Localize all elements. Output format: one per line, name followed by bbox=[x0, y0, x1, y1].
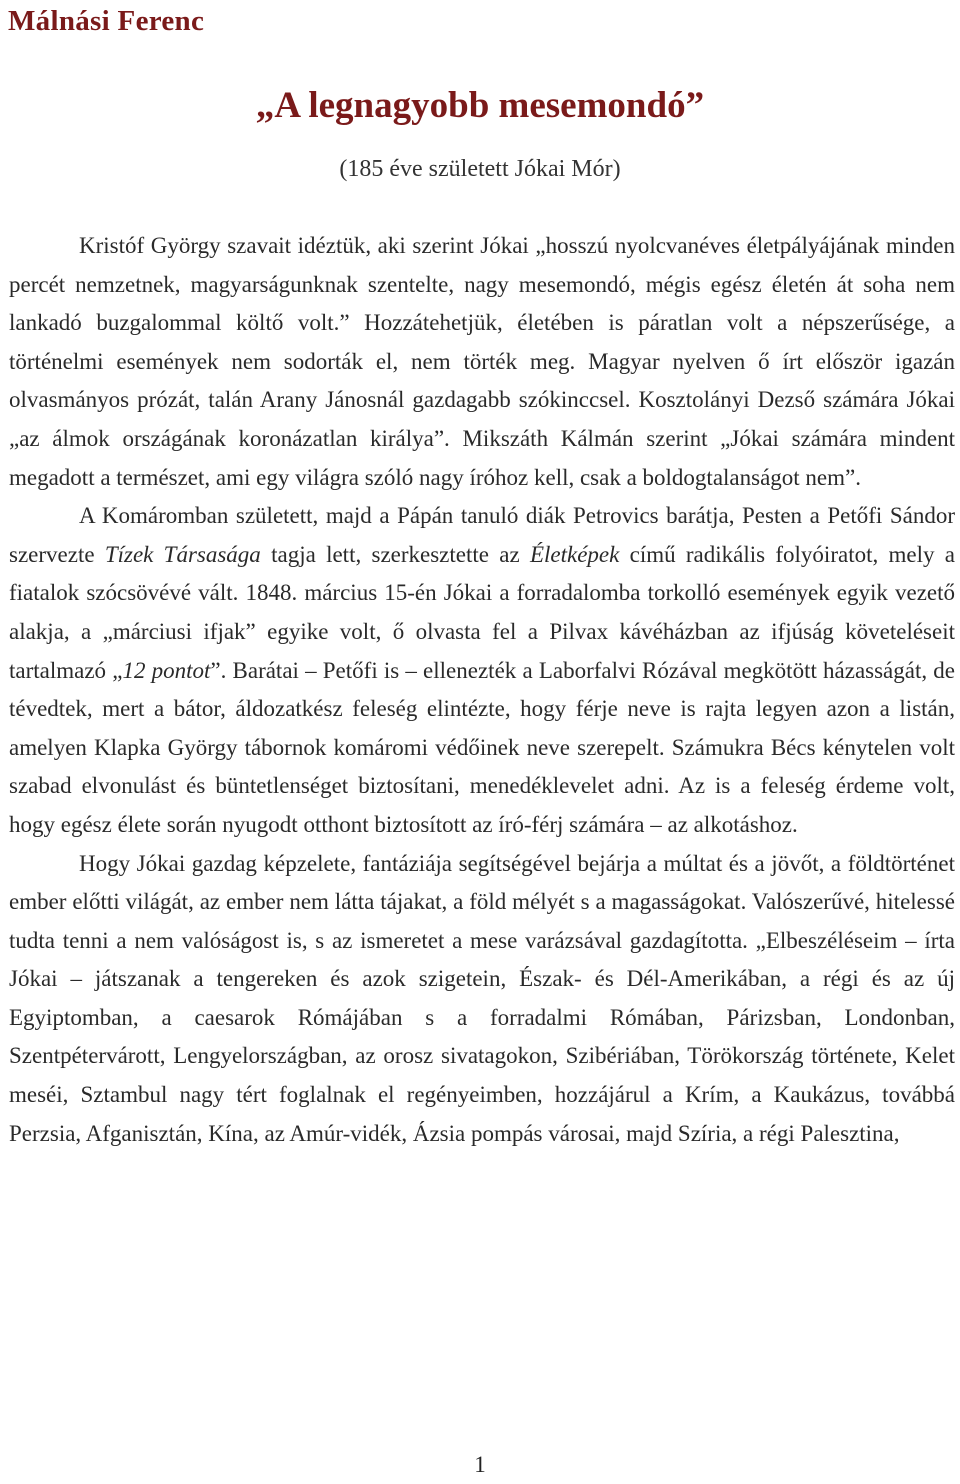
italic-eletkepek: Életképek bbox=[529, 541, 620, 567]
author-name: Málnási Ferenc bbox=[8, 5, 205, 37]
paragraph-1-text: Kristóf György szavait idéztük, aki szerint Jókai „hosszú nyolcvanéves életpályájának minden percét nemzetnek, magyarságunknak szentelte, nagy mesemondó, mégis egész életén át soha nem lankadó buzgalommal költő volt.” Hozzátehetjük, életében is páratlan volt a népszerűsége, a történelmi események nem sodorták el, nem törték meg. Magyar nyelven ő írt először igazán olvasmányos prózát, talán Arany Jánosnál gazdagabb szókinccsel. Kosztolányi Dezső számára Jókai „az álmok országának koronázatlan királya”. Mikszáth Kálmán szerint „Jókai számára mindent megadott a természet, ami egy világra szóló nagy íróhoz kell, csak a boldogtalanságot nem”. bbox=[9, 233, 955, 490]
article-subtitle: (185 éve született Jókai Mór) bbox=[339, 156, 621, 182]
article-body bbox=[9, 227, 955, 1153]
paragraph-2-text-2: tagja lett, szerkesztette az bbox=[260, 541, 530, 567]
italic-tizek-tarsasaga: Tízek Társasága bbox=[104, 541, 261, 567]
article-title: „A legnagyobb mesemondó” bbox=[255, 85, 705, 126]
paragraph-3-text: Hogy Jókai gazdag képzelete, fantáziája segítségével bejárja a múltat és a jövőt, a földtörténet ember előtti világát, az ember nem látta tájakat, a föld mélyét s a magasságokat. Valószerűvé, hitelessé tudta tenni a nem valóságost is, s az ismeretet a mese varázsával gazdagította. „Elbeszéléseim – írta Jókai – játszanak a tengereken és azok szigetein, Észak- és Dél-Amerikában, a régi és az új Egyiptomban, a caesarok Rómájában s a forradalmi Rómában, Párizsban, Londonban, Szentpétervárott, Lengyelországban, az orosz sivatagokon, Szibériában, Törökország története, Kelet meséi, Sztambul nagy tért foglalnak el regényeimben, hozzájárul a Krím, a Kaukázus, továbbá Perzsia, Afganisztán, Kína, az Amúr-vidék, Ázsia pompás városai, majd Szíria, a régi Palesztina, bbox=[9, 850, 955, 1146]
paragraph-1 bbox=[9, 227, 955, 497]
paragraph-3 bbox=[9, 845, 955, 1154]
paragraph-2 bbox=[9, 497, 955, 844]
paragraph-2-text-3: című radikális folyóiratot, mely a fiatalok szócsövévé vált. 1848. március 15-én Jókai a forradalomba torkolló események egyik vezető alakja, a „márciusi ifjak” egyike volt, ő olvasta fel a Pilvax kávéházban az ifjúság követeléseit tartalmazó „ bbox=[9, 541, 955, 683]
paragraph-2-text-4: ”. Barátai – Petőfi is – ellenezték a Laborfalvi Rózával megkötött házasságát, de tévedtek, mert a bátor, áldozatkész feleség elintézte, hogy férje neve is rajta legyen azon a listán, amelyen Klapka György tábornok komáromi védőinek neve szerepelt. Számukra Bécs kénytelen volt szabad elvonulást és büntetlenséget biztosítani, menedéklevelet adni. Az is a feleség érdeme volt, hogy egész élete során nyugodt otthont biztosított az író-férj számára – az alkotáshoz. bbox=[9, 657, 955, 837]
italic-12-pontot: 12 pontot bbox=[122, 657, 211, 683]
paragraph-2-text-1: A Komáromban született, majd a Pápán tanuló diák Petrovics barátja, Pesten a Petőfi Sándor szervezte bbox=[9, 503, 955, 567]
page-number: 1 bbox=[474, 1452, 486, 1477]
